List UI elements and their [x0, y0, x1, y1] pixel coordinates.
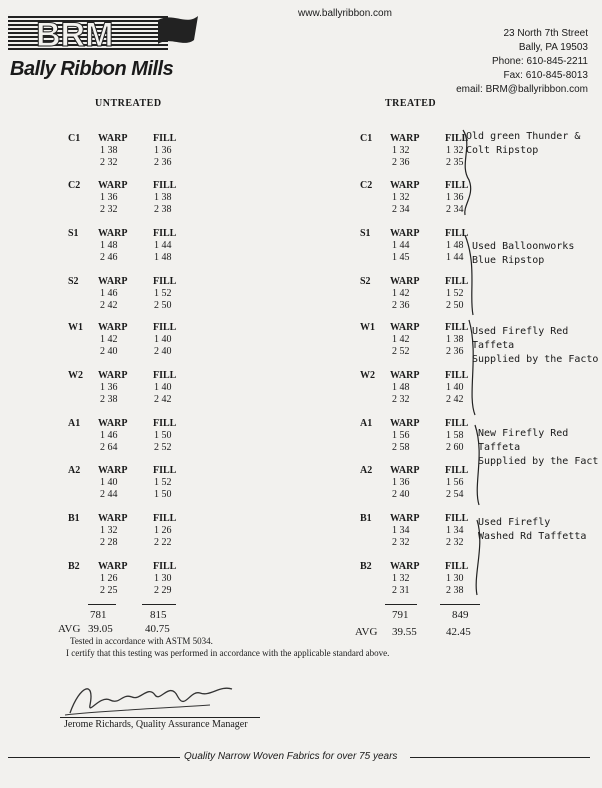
address-line: Phone: 610-845-2211: [491, 56, 588, 67]
signature-line: [60, 717, 260, 718]
treated-heading: TREATED: [385, 98, 437, 109]
note-line: Supplied by the Facto: [472, 354, 599, 365]
warp-value: 2 42: [100, 300, 118, 311]
sample-id: A2: [360, 465, 373, 476]
brace-marks: [455, 125, 485, 615]
fill-value: 2 36: [154, 157, 172, 168]
warp-header: WARP: [390, 133, 420, 144]
warp-value: 1 44: [392, 240, 410, 251]
warp-header: WARP: [390, 561, 420, 572]
sample-id: S1: [68, 228, 79, 239]
sample-id: B2: [360, 561, 372, 572]
untreated-heading: UNTREATED: [95, 98, 162, 109]
fill-header: FILL: [445, 513, 469, 524]
untreated-warp-avg: 39.05: [88, 623, 113, 635]
fill-header: FILL: [445, 370, 469, 381]
warp-value: 2 34: [392, 204, 410, 215]
fill-value: 1 48: [446, 240, 464, 251]
warp-value: 2 36: [392, 300, 410, 311]
sample-id: A2: [68, 465, 81, 476]
address-block: [456, 27, 588, 97]
warp-value: 1 46: [100, 430, 118, 441]
warp-value: 1 26: [100, 573, 118, 584]
fill-value: 2 34: [446, 204, 464, 215]
fill-value: 1 36: [446, 192, 464, 203]
fill-value: 1 52: [446, 288, 464, 299]
website: www.ballyribbon.com: [298, 8, 392, 19]
warp-value: 1 48: [100, 240, 118, 251]
total-rule: [385, 604, 417, 605]
fill-header: FILL: [153, 418, 177, 429]
note-w: [472, 325, 598, 367]
avg-label-treated: AVG: [355, 626, 378, 638]
warp-value: 2 36: [392, 157, 410, 168]
fill-value: 1 38: [446, 334, 464, 345]
brm-logo: [8, 12, 198, 56]
warp-value: 1 36: [100, 382, 118, 393]
warp-value: 2 64: [100, 442, 118, 453]
company-name: Bally Ribbon Mills: [10, 58, 174, 80]
warp-value: 1 42: [100, 334, 118, 345]
tagline: Quality Narrow Woven Fabrics for over 75 years: [184, 751, 398, 762]
fill-header: FILL: [153, 322, 177, 333]
fill-value: 2 54: [446, 489, 464, 500]
warp-header: WARP: [98, 561, 128, 572]
warp-value: 1 48: [392, 382, 410, 393]
fill-value: 1 38: [154, 192, 172, 203]
warp-value: 1 38: [100, 145, 118, 156]
warp-value: 2 25: [100, 585, 118, 596]
address-line: Fax: 610-845-8013: [503, 70, 588, 81]
note-line: Old green Thunder &: [466, 131, 581, 142]
warp-value: 2 44: [100, 489, 118, 500]
warp-value: 2 40: [392, 489, 410, 500]
fill-value: 2 35: [446, 157, 464, 168]
fill-value: 2 38: [154, 204, 172, 215]
fill-value: 1 50: [154, 430, 172, 441]
fill-value: 2 38: [446, 585, 464, 596]
warp-header: WARP: [98, 180, 128, 191]
note-line: Used Firefly Red: [472, 326, 569, 337]
total-rule: [142, 604, 176, 605]
fill-value: 1 56: [446, 477, 464, 488]
avg-label: AVG: [58, 623, 81, 635]
warp-header: WARP: [98, 228, 128, 239]
fill-header: FILL: [153, 133, 177, 144]
fill-header: FILL: [153, 370, 177, 381]
total-rule: [88, 604, 116, 605]
tagline-rule-right: [410, 757, 590, 758]
sample-id: B1: [360, 513, 372, 524]
note-line: Washed Rd Taffetta: [478, 531, 587, 542]
warp-value: 1 45: [392, 252, 410, 263]
warp-value: 2 46: [100, 252, 118, 263]
warp-value: 2 32: [100, 157, 118, 168]
untreated-warp-total: 781: [90, 609, 107, 621]
warp-value: 2 28: [100, 537, 118, 548]
warp-value: 1 42: [392, 288, 410, 299]
warp-header: WARP: [390, 180, 420, 191]
note-line: Supplied by the Fact: [478, 456, 599, 467]
warp-value: 1 46: [100, 288, 118, 299]
fill-header: FILL: [445, 133, 469, 144]
signer-name: Jerome Richards, Quality Assurance Manager: [64, 719, 248, 730]
sample-id: W2: [68, 370, 83, 381]
certify-statement: I certify that this testing was performed in accordance with the applicable standard above.: [66, 648, 390, 658]
untreated-fill-avg: 40.75: [145, 623, 170, 635]
fill-value: 2 60: [446, 442, 464, 453]
note-line: Taffeta: [478, 442, 521, 453]
sample-id: W1: [360, 322, 375, 333]
fill-header: FILL: [445, 322, 469, 333]
warp-value: 1 32: [100, 525, 118, 536]
warp-header: WARP: [390, 418, 420, 429]
untreated-fill-total: 815: [150, 609, 167, 621]
fill-value: 2 40: [154, 346, 172, 357]
fill-header: FILL: [153, 465, 177, 476]
fill-value: 1 40: [154, 334, 172, 345]
fill-value: 1 40: [154, 382, 172, 393]
warp-value: 2 52: [392, 346, 410, 357]
sample-id: C1: [68, 133, 81, 144]
warp-header: WARP: [98, 370, 128, 381]
warp-value: 2 31: [392, 585, 410, 596]
fill-value: 2 50: [446, 300, 464, 311]
address-line: Bally, PA 19503: [518, 42, 588, 53]
warp-header: WARP: [98, 276, 128, 287]
fill-value: 2 42: [154, 394, 172, 405]
warp-value: 1 32: [392, 145, 410, 156]
fill-header: FILL: [445, 228, 469, 239]
sample-id: W2: [360, 370, 375, 381]
note-line: Colt Ripstop: [466, 145, 539, 156]
fill-value: 1 44: [446, 252, 464, 263]
fill-value: 2 32: [446, 537, 464, 548]
warp-value: 2 38: [100, 394, 118, 405]
warp-value: 1 36: [392, 477, 410, 488]
fill-value: 2 29: [154, 585, 172, 596]
warp-value: 1 40: [100, 477, 118, 488]
fill-value: 2 36: [446, 346, 464, 357]
fill-header: FILL: [445, 465, 469, 476]
address-line: 23 North 7th Street: [503, 28, 588, 39]
fill-header: FILL: [445, 276, 469, 287]
warp-value: 2 40: [100, 346, 118, 357]
note-b: [478, 516, 586, 544]
warp-value: 1 56: [392, 430, 410, 441]
note-line: Used Firefly: [478, 517, 551, 528]
warp-value: 2 32: [392, 537, 410, 548]
address-line: email: BRM@ballyribbon.com: [456, 84, 588, 95]
treated-warp-total: 791: [392, 609, 409, 621]
warp-header: WARP: [98, 133, 128, 144]
fill-value: 2 52: [154, 442, 172, 453]
fill-header: FILL: [153, 276, 177, 287]
fill-value: 1 44: [154, 240, 172, 251]
fill-value: 1 52: [154, 477, 172, 488]
sample-id: A1: [360, 418, 373, 429]
fill-value: 1 52: [154, 288, 172, 299]
warp-header: WARP: [390, 465, 420, 476]
fill-value: 1 40: [446, 382, 464, 393]
sample-id: S1: [360, 228, 371, 239]
warp-value: 1 34: [392, 525, 410, 536]
fill-value: 1 30: [446, 573, 464, 584]
sample-id: C2: [68, 180, 81, 191]
sample-id: B2: [68, 561, 80, 572]
note-a: [478, 427, 598, 469]
fill-header: FILL: [153, 513, 177, 524]
warp-header: WARP: [390, 228, 420, 239]
fill-value: 1 26: [154, 525, 172, 536]
note-s: [472, 240, 574, 268]
warp-header: WARP: [390, 276, 420, 287]
fill-header: FILL: [445, 561, 469, 572]
fill-value: 2 22: [154, 537, 172, 548]
sample-id: C2: [360, 180, 373, 191]
fill-header: FILL: [445, 180, 469, 191]
sample-id: B1: [68, 513, 80, 524]
warp-value: 1 32: [392, 192, 410, 203]
treated-fill-avg: 42.45: [446, 626, 471, 638]
fill-value: 1 32: [446, 145, 464, 156]
fill-value: 1 58: [446, 430, 464, 441]
warp-header: WARP: [390, 513, 420, 524]
note-line: Taffeta: [472, 340, 515, 351]
fill-value: 1 36: [154, 145, 172, 156]
warp-value: 1 32: [392, 573, 410, 584]
fill-header: FILL: [153, 228, 177, 239]
fill-value: 1 30: [154, 573, 172, 584]
warp-header: WARP: [98, 513, 128, 524]
fill-header: FILL: [153, 180, 177, 191]
sample-id: W1: [68, 322, 83, 333]
warp-header: WARP: [390, 322, 420, 333]
warp-value: 2 58: [392, 442, 410, 453]
fill-value: 1 34: [446, 525, 464, 536]
sample-id: S2: [68, 276, 79, 287]
warp-value: 2 32: [100, 204, 118, 215]
fill-header: FILL: [153, 561, 177, 572]
fill-header: FILL: [445, 418, 469, 429]
note-line: Blue Ripstop: [472, 255, 545, 266]
logo-text: BRM: [36, 16, 114, 54]
warp-value: 2 32: [392, 394, 410, 405]
warp-value: 1 36: [100, 192, 118, 203]
tested-statement: Tested in accordance with ASTM 5034.: [70, 636, 213, 646]
note-line: New Firefly Red: [478, 428, 569, 439]
fill-value: 2 50: [154, 300, 172, 311]
fill-value: 2 42: [446, 394, 464, 405]
warp-header: WARP: [98, 418, 128, 429]
warp-header: WARP: [98, 465, 128, 476]
treated-warp-avg: 39.55: [392, 626, 417, 638]
total-rule: [440, 604, 480, 605]
note-line: Used Balloonworks: [472, 241, 575, 252]
warp-header: WARP: [390, 370, 420, 381]
warp-value: 1 42: [392, 334, 410, 345]
warp-header: WARP: [98, 322, 128, 333]
tagline-rule-left: [8, 757, 180, 758]
fill-value: 1 48: [154, 252, 172, 263]
sample-id: A1: [68, 418, 81, 429]
sample-id: C1: [360, 133, 373, 144]
fill-value: 1 50: [154, 489, 172, 500]
sample-id: S2: [360, 276, 371, 287]
treated-fill-total: 849: [452, 609, 469, 621]
signature: [60, 675, 240, 720]
